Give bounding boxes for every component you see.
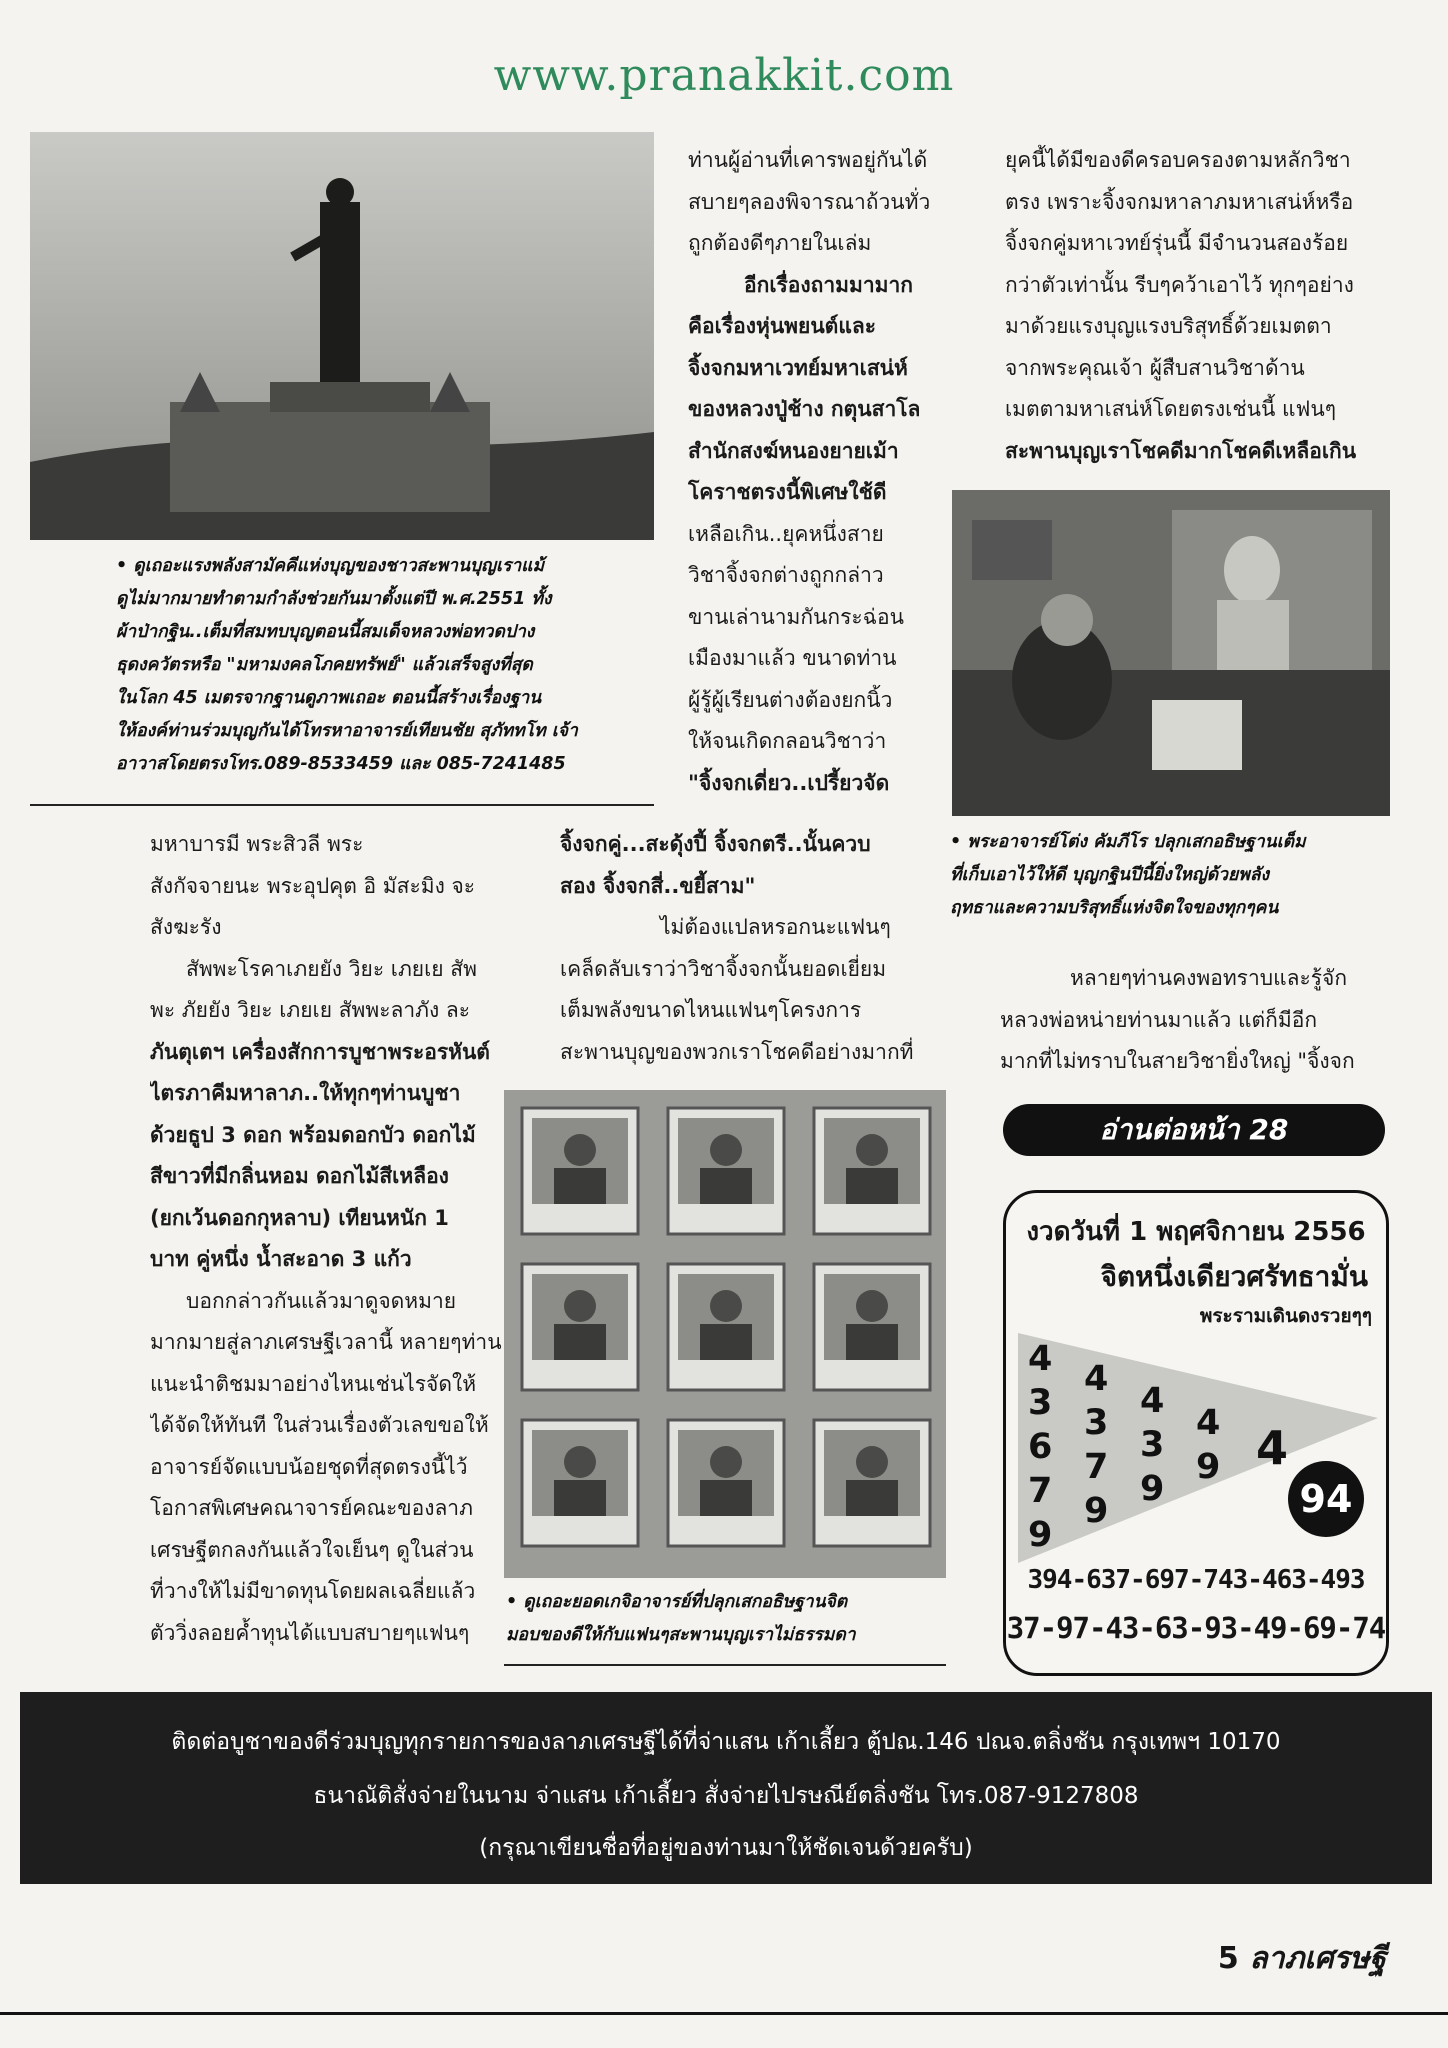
footer-line: ติดต่อบูชาของดีร่วมบุญทุกรายการของลาภเศรษฐีได้ที่จ่าแสน เก้าเลี้ยว ตู้ปณ.146 ปณจ.ตลิ่งชัน กรุงเทพฯ 10170 xyxy=(171,1729,1281,1755)
text-line: จิ้งจกคู่...สะดุ้งปี้ จิ้งจกตรี..นั้นควบ xyxy=(560,832,871,856)
monk-portraits-grid xyxy=(504,1090,946,1578)
text-line: ขานเล่านามกันกระฉ่อน xyxy=(688,604,904,629)
text-line: สังฆะรัง xyxy=(150,915,222,939)
text-line: สำนักสงฆ์หนองยายเม้า xyxy=(688,438,899,463)
text-line: มหาบารมี พระสิวลี พระ xyxy=(150,832,364,856)
read-more-badge[interactable]: อ่านต่อหน้า 28 xyxy=(1003,1104,1385,1156)
text-line: พะ ภัยยัง วิยะ เภยเย สัพพะลาภัง ละ xyxy=(150,998,471,1022)
text-line: จิ้งจกคู่มหาเวทย์รุ่นนี้ มีจำนวนสองร้อย xyxy=(1005,231,1349,255)
caption-rule xyxy=(504,1664,946,1666)
lottery-box xyxy=(1003,1190,1389,1676)
lottery-slogan: จิตหนึ่งเดียวศรัทธามั่น xyxy=(1100,1260,1368,1293)
caption-line: • ดูเถอะยอดเกจิอาจารย์ที่ปลุกเสกอธิษฐานจิต xyxy=(506,1592,848,1612)
text-line: บาท คู่หนึ่ง น้ำสะอาด 3 แก้ว xyxy=(150,1247,412,1271)
text-line: มากที่ไม่ทราบในสายวิชายิ่งใหญ่ "จิ้งจก xyxy=(1000,1049,1355,1073)
bottom-rule xyxy=(0,2012,1448,2015)
text-line: บอกกล่าวกันแล้วมาดูจดหมาย xyxy=(186,1288,457,1313)
footer-line: (กรุณาเขียนชื่อที่อยู่ของท่านมาให้ชัดเจนด้วยครับ) xyxy=(479,1835,973,1861)
text-line: สะพานบุญของพวกเราโชคดีอย่างมากที่ xyxy=(560,1039,914,1064)
lottery-digit: 4 xyxy=(1140,1381,1165,1421)
text-line: โคราชตรงนี้พิเศษใช้ดี xyxy=(688,480,887,504)
portrait-frame xyxy=(668,1108,784,1234)
lottery-subtitle: พระรามเดินดงรวยๆๆ xyxy=(1199,1305,1372,1327)
lottery-digit: 9 xyxy=(1196,1447,1221,1487)
caption-rule xyxy=(30,804,654,806)
lottery-date: งวดวันที่ 1 พฤศจิกายน 2556 xyxy=(1026,1217,1366,1247)
text-line: โอกาสพิเศษคณาจารย์คณะของลาภ xyxy=(150,1496,473,1520)
caption-line: ที่เก็บเอาไว้ให้ดี บุญกฐินปีนี้ยิ่งใหญ่ด้วยพลัง xyxy=(950,865,1270,885)
contact-footer xyxy=(20,1692,1432,1884)
lottery-digit: 3 xyxy=(1140,1425,1165,1465)
lottery-digit: 3 xyxy=(1028,1383,1053,1423)
text-line: อาจารย์จัดแบบน้อยชุดที่สุดตรงนี้ไว้ xyxy=(150,1454,468,1479)
text-line: สัพพะโรคาเภยยัง วิยะ เภยเย สัพ xyxy=(186,956,477,981)
caption-line: ให้องค์ท่านร่วมบุญกันได้โทรหาอาจารย์เทียนชัย สุภัททโท เจ้า xyxy=(116,721,578,741)
text-line: อีกเรื่องถามมามาก xyxy=(744,272,913,297)
page-number-value: 5 xyxy=(1217,1941,1239,1976)
text-line: ด้วยธูป 3 ดอก พร้อมดอกบัว ดอกไม้ xyxy=(150,1122,476,1147)
lottery-digit: 9 xyxy=(1140,1469,1165,1509)
article-col3-bottom xyxy=(1000,958,1400,1083)
lottery-digit: 7 xyxy=(1084,1447,1109,1487)
text-line: มาด้วยแรงบุญแรงบริสุทธิ์ด้วยเมตตา xyxy=(1005,314,1332,338)
portrait-frame xyxy=(522,1264,638,1390)
caption-line: ธุดงควัตรหรือ "มหามงคลโภคยทรัพย์" แล้วเสร็จสูงที่สุด xyxy=(116,655,533,675)
text-line: "จิ้งจกเดี่ยว..เปรี้ยวจัด xyxy=(688,770,890,795)
text-line: กว่าตัวเท่านั้น รีบๆคว้าเอาไว้ ทุกๆอย่าง xyxy=(1005,272,1354,297)
lottery-digit: 6 xyxy=(1028,1427,1053,1467)
lottery-digit: 4 xyxy=(1028,1339,1053,1379)
text-line: ที่วางให้ไม่มีขาดทุนโดยผลเฉลี่ยแล้ว xyxy=(150,1579,476,1603)
lottery-digit: 4 xyxy=(1084,1359,1109,1399)
caption-line: ฤทธาและความบริสุทธิ์แห่งจิตใจของทุกๆคน xyxy=(950,898,1279,918)
statue-caption xyxy=(116,550,656,781)
lottery-digit: 7 xyxy=(1028,1471,1053,1511)
caption-line: มอบของดีให้กับแฟนๆสะพานบุญเราไม่ธรรมดา xyxy=(506,1625,856,1645)
article-col2-top xyxy=(688,140,958,804)
text-line: ถูกต้องดีๆภายในเล่ม xyxy=(688,231,872,255)
article-col2-bottom xyxy=(560,824,960,1073)
text-line: ของหลวงปู่ช้าง กตุนสาโล xyxy=(688,397,921,421)
caption-line: ผ้าป่ากฐิน..เต็มที่สมทบบุญตอนนี้สมเด็จหลวงพ่อทวดปาง xyxy=(116,622,535,642)
portrait-frame xyxy=(814,1108,930,1234)
text-line: ท่านผู้อ่านที่เคารพอยู่กันได้ xyxy=(688,148,928,172)
text-line: จิ้งจกมหาเวทย์มหาเสน่ห์ xyxy=(688,355,908,380)
text-line: เหลือเกิน..ยุคหนึ่งสาย xyxy=(688,521,884,546)
portrait-frame xyxy=(814,1264,930,1390)
portrait-frame xyxy=(814,1420,930,1546)
text-line: เคล็ดลับเราว่าวิชาจิ้งจกนั้นยอดเยี่ยม xyxy=(560,956,887,981)
text-line: สอง จิ้งจกสี่..ขยี้สาม" xyxy=(560,873,756,898)
text-line: ยุคนี้ได้มีของดีครอบครองตามหลักวิชา xyxy=(1005,148,1351,172)
text-line: วิชาจิ้งจกต่างถูกกล่าว xyxy=(688,563,884,587)
text-line: ตัววิ่งลอยค้ำทุนได้แบบสบายๆแฟนๆ xyxy=(150,1620,470,1645)
statue-photo xyxy=(30,132,654,540)
page-number xyxy=(1218,1935,1386,1982)
lottery-circle-number: 94 xyxy=(1288,1461,1364,1537)
text-line: สีขาวที่มีกลิ่นหอม ดอกไม้สีเหลือง xyxy=(150,1164,449,1188)
lottery-digit: 9 xyxy=(1084,1491,1109,1531)
caption-line: ดูไม่มากมายทำตามกำลังช่วยกันมาตั้งแต่ปี พ.ศ.2551 ทั้ง xyxy=(116,589,552,609)
text-line: จากพระคุณเจ้า ผู้สืบสานวิชาด้าน xyxy=(1005,355,1305,380)
lottery-sequence-3digit: 394-637-697-743-463-493 xyxy=(1027,1565,1365,1595)
caption-line: • ดูเถอะแรงพลังสามัคคีแห่งบุญของชาวสะพานบุญเราแม้ xyxy=(116,556,544,576)
lottery-digit: 9 xyxy=(1028,1515,1053,1555)
text-line: สบายๆลองพิจารณาถ้วนทั่ว xyxy=(688,189,931,214)
caption-line: อาวาสโดยตรงโทร.089-8533459 และ 085-7241485 xyxy=(116,754,566,774)
text-line: แนะนำติชมมาอย่างไหนเช่นไรจัดให้ xyxy=(150,1371,477,1396)
magazine-brand: ลาภเศรษฐี xyxy=(1249,1941,1386,1976)
text-line: หลายๆท่านคงพอทราบและรู้จัก xyxy=(1070,966,1348,990)
caption-line: • พระอาจารย์โต่ง คัมภีโร ปลุกเสกอธิษฐานเต็ม xyxy=(950,832,1306,852)
monks-ceremony-photo xyxy=(952,490,1390,816)
text-line: ได้จัดให้ทันที ในส่วนเรื่องตัวเลขขอให้ xyxy=(150,1413,489,1437)
text-line: เมืองมาแล้ว ขนาดท่าน xyxy=(688,646,897,670)
text-line: สะพานบุญเราโชคดีมากโชคดีเหลือเกิน xyxy=(1005,438,1357,463)
portrait-frame xyxy=(668,1264,784,1390)
text-line: ไตรภาคีมหาลาภ..ให้ทุกๆท่านบูชา xyxy=(150,1081,461,1105)
text-line: ผู้รู้ผู้เรียนต่างต้องยกนิ้ว xyxy=(688,687,893,712)
portrait-frame xyxy=(668,1420,784,1546)
text-line: มากมายสู่ลาภเศรษฐีเวลานี้ หลายๆท่าน xyxy=(150,1330,502,1354)
site-url[interactable]: www.pranakkit.com xyxy=(493,50,955,101)
text-line: หลวงพ่อหน่ายท่านมาแล้ว แต่ก็มีอีก xyxy=(1000,1007,1318,1032)
text-line: เต็มพลังขนาดไหนแฟนๆโครงการ xyxy=(560,998,862,1022)
portrait-frame xyxy=(522,1420,638,1546)
article-col1 xyxy=(150,824,510,1654)
caption-line: ในโลก 45 เมตรจากฐานดูภาพเถอะ ตอนนี้สร้างเรื่องฐาน xyxy=(116,688,542,708)
text-line: ไม่ต้องแปลหรอกนะแฟนๆ xyxy=(660,915,891,939)
text-line: สังกัจจายนะ พระอุปคุต อิ มัสะมิง จะ xyxy=(150,873,476,898)
lottery-digit: 4 xyxy=(1256,1421,1289,1475)
text-line: (ยกเว้นดอกกุหลาบ) เทียนหนัก 1 xyxy=(150,1205,449,1230)
lottery-digit: 3 xyxy=(1084,1403,1109,1443)
text-line: ให้จนเกิดกลอนวิชาว่า xyxy=(688,729,887,753)
text-line: ตรง เพราะจิ้งจกมหาลาภมหาเสน่ห์หรือ xyxy=(1005,189,1354,214)
monks-caption xyxy=(950,826,1390,925)
text-line: คือเรื่องหุ่นพยนต์และ xyxy=(688,314,877,338)
lottery-sequence-2digit: 37-97-43-63-93-49-69-74 xyxy=(1006,1611,1386,1645)
portrait-frame xyxy=(522,1108,638,1234)
grid-caption xyxy=(506,1586,946,1652)
text-line: เศรษฐีตกลงกันแล้วใจเย็นๆ ดูในส่วน xyxy=(150,1537,474,1562)
text-line: ภันตุเตฯ เครื่องสักการบูชาพระอรหันต์ xyxy=(150,1039,490,1064)
article-col3-top xyxy=(1005,140,1405,472)
text-line: เมตตามหาเสน่ห์โดยตรงเช่นนี้ แฟนๆ xyxy=(1005,397,1337,421)
lottery-digit: 4 xyxy=(1196,1403,1221,1443)
footer-line: ธนาณัติสั่งจ่ายในนาม จ่าแสน เก้าเลี้ยว สั่งจ่ายไปรษณีย์ตลิ่งชัน โทร.087-9127808 xyxy=(313,1783,1139,1809)
